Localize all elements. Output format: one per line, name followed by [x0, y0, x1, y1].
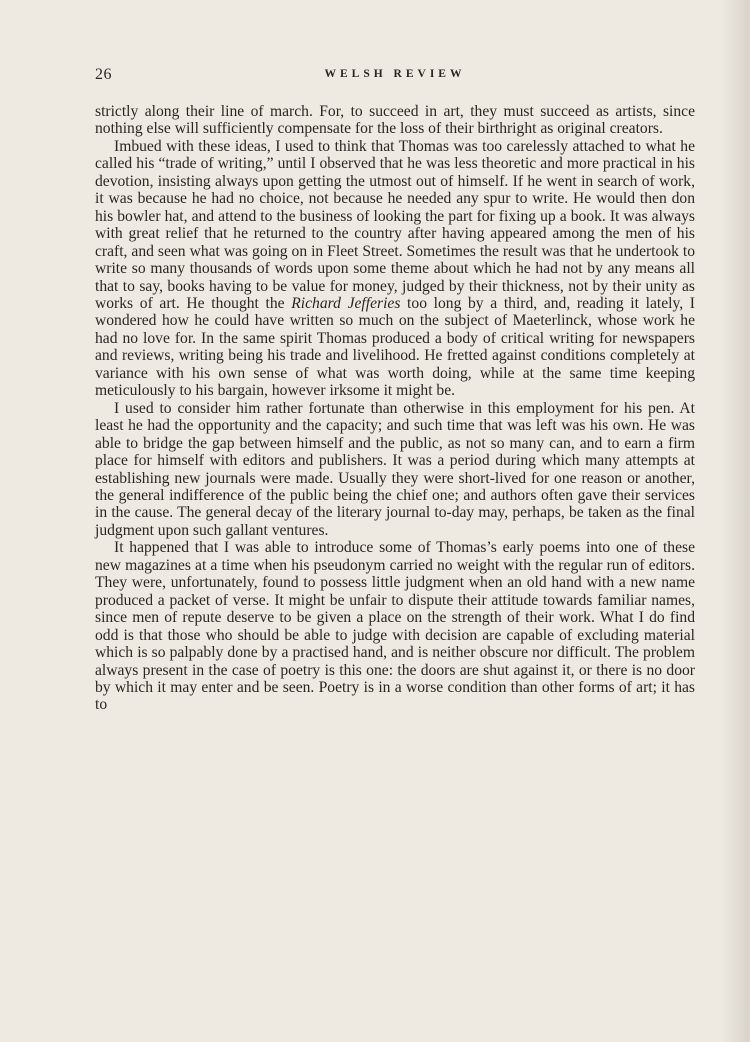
body-text: [95, 103, 695, 714]
paragraph-text: I used to consider him rather fortunate than otherwise in this employment for his pen. At least he had the opportunity and the capacity; and such time that was left was his own. He was able to bridge the gap between himself and the public, as not so many can, and to earn a firm place for himself with editors and publishers. It was a period during which many attempts at establishing new journals were made. Usually they were short-lived for one reason or another, the general indifference of the public being the chief one; and authors often gave their services in the cause. The general decay of the literary journal to-day may, perhaps, be taken as the final judgment upon such gallant ventures.: [95, 399, 695, 539]
book-title-italic: Richard Jefferies: [291, 294, 401, 312]
paragraph-text: Imbued with these ideas, I used to think that Thomas was too carelessly attached to what he called his “trade of writing,” until I observed that he was less theoretic and more practical in his devotion, insisting always upon getting the utmost out of himself. If he went in search of work, it was because he had no choice, not because he needed any spur to write. He would then don his bowler hat, and attend to the business of looking the part for fixing up a book. It was always with great relief that he returned to the country after having appeared among the men of his craft, and seen what was going on in Fleet Street. Sometimes the result was that he undertook to write so many thousands of words upon some theme about which he had not by any means all that to say, books having to be value for money, judged by their thickness, not by their unity as works of art. He thought the: [95, 137, 695, 312]
page-header: [95, 66, 695, 88]
page-number: 26: [95, 66, 112, 83]
paragraph-3: [95, 400, 695, 540]
paragraph-4: [95, 539, 695, 714]
paragraph-1: [95, 103, 695, 138]
paragraph-2: [95, 138, 695, 400]
paragraph-text-continued: too long by a third, and, reading it lately, I wondered how he could have written so much on the subject of Maeterlinck, whose work he had no love for. In the same spirit Thomas produced a body of critical writing for newspapers and reviews, writing being his trade and livelihood. He fretted against conditions completely at variance with his own sense of what was worth doing, while at the same time keeping meticulously to his bargain, however irksome it might be.: [95, 294, 695, 400]
paragraph-text: It happened that I was able to introduce some of Thomas’s early poems into one of these new magazines at a time when his pseudonym carried no weight with the regular run of editors. They were, unfortunately, found to possess little judgment when an old hand with a new name produced a packet of verse. It might be unfair to dispute their attitude towards familiar names, since men of repute deserve to be given a place on the strength of their work. What I do find odd is that those who should be able to judge with decision are capable of excluding material which is so palpably done by a practised hand, and is neither obscure nor difficult. The problem always present in the case of poetry is this one: the doors are shut against it, or there is no door by which it may enter and be seen. Poetry is in a worse condition than other forms of art; it has to: [95, 539, 695, 714]
running-head: WELSH REVIEW: [324, 68, 466, 80]
paragraph-text: strictly along their line of march. For, to succeed in art, they must succeed as artists, since nothing else will sufficiently compensate for the loss of their birthright as original creators.: [95, 103, 695, 138]
